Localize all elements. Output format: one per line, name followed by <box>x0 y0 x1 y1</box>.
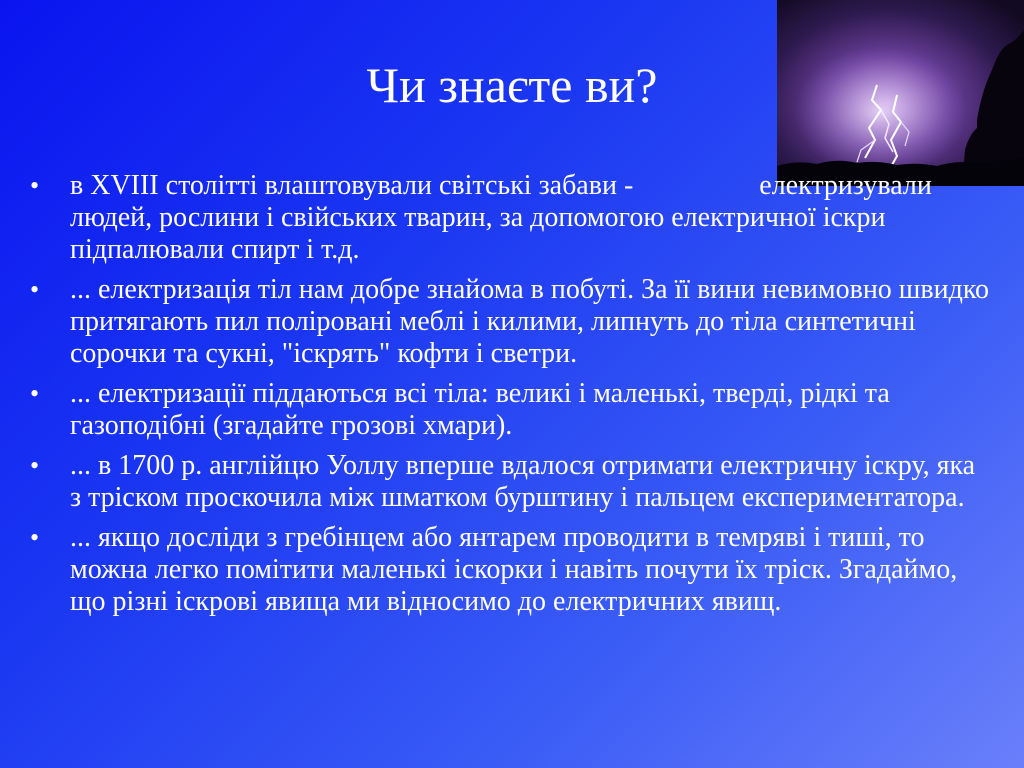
bullet-icon: • <box>30 275 40 304</box>
bullet-item <box>30 522 990 618</box>
bullet-text: ... електризація тіл нам добре знайома в побуті. За її вини невимовно швидко притягають пил поліровані меблі і килими, липнуть до тіла синтетичні сорочки та сукні, "іскрять" кофти і светри. <box>70 274 989 369</box>
bullet-item <box>30 274 990 370</box>
bullet-item <box>30 378 990 442</box>
bullet-list <box>30 170 990 626</box>
bullet-text: ... в 1700 р. англійцю Уоллу вперше вдалося отримати електричну іскру, яка з тріском проскочила між шматком бурштину і пальцем експериментатора. <box>70 450 976 513</box>
bullet-text: ... електризації піддаються всі тіла: великі і маленькі, тверді, рідкі та газоподібні (згадайте грозові хмари). <box>70 378 890 441</box>
bullet-item <box>30 450 990 514</box>
slide-title: Чи знаєте ви? <box>366 57 658 113</box>
bullet-text: в XVIII столітті влаштовували світські забави - електризували людей, рослини і свійських тварин, за допомогою електричної іскри підпалювали спирт і т.д. <box>70 170 932 265</box>
bullet-icon: • <box>30 451 40 480</box>
bullet-icon: • <box>30 523 40 552</box>
bullet-text: ... якщо досліди з гребінцем або янтарем проводити в темряві і тиші, то можна легко помітити маленькі іскорки і навіть почути їх тріск. Згадаймо, що різні іскрові явища ми відносимо до електричних явищ. <box>70 522 958 617</box>
lightning-photo <box>777 0 1024 186</box>
bullet-icon: • <box>30 379 40 408</box>
bullet-item <box>30 170 990 266</box>
bullet-icon: • <box>30 171 40 200</box>
